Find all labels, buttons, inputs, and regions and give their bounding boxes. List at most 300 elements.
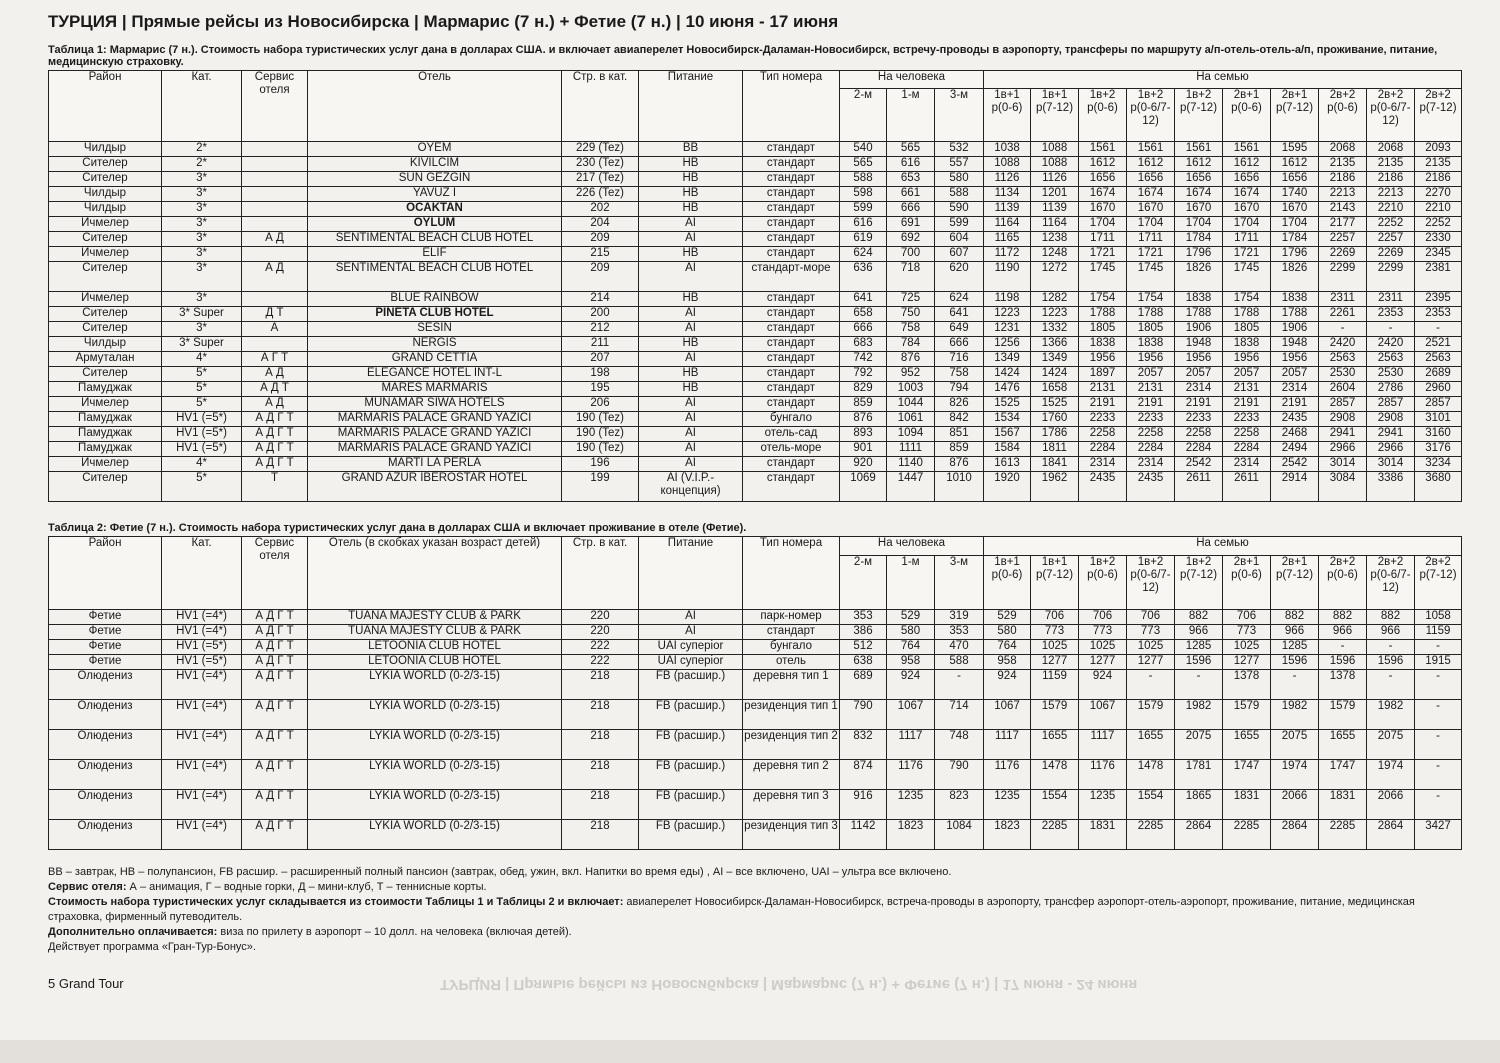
table-cell: 1525 (984, 397, 1031, 412)
table-cell: 706 (1127, 610, 1175, 625)
table-cell: 2143 (1319, 202, 1367, 217)
table-cell: 3* (162, 292, 242, 307)
table-cell: 1277 (1127, 655, 1175, 670)
table-cell: - (1271, 670, 1319, 700)
table-cell: 1826 (1271, 262, 1319, 292)
table-cell: А Г Т (242, 352, 308, 367)
table-cell: Олюдениз (49, 670, 162, 700)
subcol-family: 2в+2 р(0-6/7-12) (1367, 555, 1415, 609)
table-cell: 1126 (1031, 172, 1079, 187)
table-cell: 1198 (984, 292, 1031, 307)
table-cell: 1142 (840, 820, 887, 850)
table-cell: Чилдыр (49, 202, 162, 217)
table-cell: 2285 (1031, 820, 1079, 850)
table-cell: 1956 (1127, 352, 1175, 367)
table-cell: 2285 (1223, 820, 1271, 850)
col-food: Питание (639, 537, 743, 610)
table-cell: 5* (162, 472, 242, 502)
subcol-per-person: 1-м (887, 89, 935, 142)
table-cell: 2314 (1223, 457, 1271, 472)
table-cell: 1424 (984, 367, 1031, 382)
table-cell: А Д Г Т (242, 625, 308, 640)
table-cell: 1711 (1223, 232, 1271, 247)
subcol-family: 2в+2 р(7-12) (1415, 89, 1462, 142)
table-cell: - (1319, 640, 1367, 655)
table-cell: 920 (840, 457, 887, 472)
table-cell: 3* Super (162, 307, 242, 322)
table-cell (242, 337, 308, 352)
table-cell: 2941 (1367, 427, 1415, 442)
table-cell: стандарт (743, 322, 840, 337)
table-cell: 1841 (1031, 457, 1079, 472)
subcol-family: 1в+2 р(0-6/7-12) (1127, 89, 1175, 142)
table-cell: 1831 (1319, 790, 1367, 820)
table-cell: 1838 (1127, 337, 1175, 352)
table-cell: 3* (162, 217, 242, 232)
table-cell: 714 (935, 700, 984, 730)
table-cell: 893 (840, 427, 887, 442)
table-cell: 1704 (1079, 217, 1127, 232)
table-cell: стандарт (743, 352, 840, 367)
bleed-through-text: ТУРЦИЯ | Прямые рейсы из Новосибирска | Мармарис (7 н.) + Фетие (7 н.) | 17 июня - 24 июня (440, 976, 1138, 993)
table-cell: 1658 (1031, 382, 1079, 397)
table-cell: MUNAMAR SIWA HOTELS (308, 397, 562, 412)
table-cell: 1670 (1271, 202, 1319, 217)
table-cell: 2191 (1079, 397, 1127, 412)
table-cell: 1788 (1175, 307, 1223, 322)
table-row (49, 730, 1462, 760)
table-cell: 742 (840, 352, 887, 367)
table-cell: 3* (162, 187, 242, 202)
table-cell: 3014 (1367, 457, 1415, 472)
subcol-family: 2в+2 р(0-6) (1319, 89, 1367, 142)
table-cell: 952 (887, 367, 935, 382)
table-cell: Ичмелер (49, 397, 162, 412)
table-cell: 2257 (1367, 232, 1415, 247)
table-cell: 5* (162, 397, 242, 412)
table-cell: 2314 (1175, 382, 1223, 397)
table-cell: Сителер (49, 232, 162, 247)
table-cell: 2420 (1367, 337, 1415, 352)
table-cell: 706 (1079, 610, 1127, 625)
table-cell: 1826 (1175, 262, 1223, 292)
table-cell: 619 (840, 232, 887, 247)
table-row (49, 217, 1462, 232)
table-cell: 2057 (1175, 367, 1223, 382)
table-cell: - (1415, 670, 1462, 700)
table-cell: А Д Г Т (242, 412, 308, 427)
table-cell: 692 (887, 232, 935, 247)
table-cell: SENTIMENTAL BEACH CLUB HOTEL (308, 262, 562, 292)
subcol-family: 2в+2 р(7-12) (1415, 555, 1462, 609)
table-cell: 2420 (1319, 337, 1367, 352)
table-cell: 641 (935, 307, 984, 322)
table-cell: деревня тип 1 (743, 670, 840, 700)
table-cell: 2213 (1367, 187, 1415, 202)
table-cell: отель-сад (743, 427, 840, 442)
table-cell: 2494 (1271, 442, 1319, 457)
col-kat: Кат. (162, 537, 242, 610)
table-row (49, 337, 1462, 352)
table-cell: 2314 (1079, 457, 1127, 472)
table-cell: 1235 (984, 790, 1031, 820)
table-cell: 3* (162, 247, 242, 262)
table-cell: LYKIA WORLD (0-2/3-15) (308, 790, 562, 820)
table-cell: 691 (887, 217, 935, 232)
table-row (49, 202, 1462, 217)
table-cell: 2258 (1175, 427, 1223, 442)
table-cell: 2191 (1223, 397, 1271, 412)
table-cell: 2611 (1223, 472, 1271, 502)
table-cell: 2941 (1319, 427, 1367, 442)
table-cell: 1670 (1175, 202, 1223, 217)
table-cell: отель-море (743, 442, 840, 457)
table-cell: 2258 (1079, 427, 1127, 442)
table-cell: 1025 (1223, 640, 1271, 655)
table-cell: 882 (1271, 610, 1319, 625)
table-cell: 2270 (1415, 187, 1462, 202)
table-cell: 2057 (1127, 367, 1175, 382)
col-family: На семью (984, 537, 1462, 556)
table-cell: 1554 (1127, 790, 1175, 820)
table-cell: FB (расшир.) (639, 730, 743, 760)
table-cell: 565 (887, 142, 935, 157)
table-row (49, 307, 1462, 322)
table-cell: 218 (562, 820, 639, 850)
table-cell: 1897 (1079, 367, 1127, 382)
table-cell: HB (639, 247, 743, 262)
table-cell: LYKIA WORLD (0-2/3-15) (308, 760, 562, 790)
table-cell: 1805 (1223, 322, 1271, 337)
table-cell: Ичмелер (49, 292, 162, 307)
table-cell: Сителер (49, 157, 162, 172)
table-cell: 2233 (1127, 412, 1175, 427)
table-cell: LETOONIA CLUB HOTEL (308, 655, 562, 670)
table-cell: 190 (Tez) (562, 442, 639, 457)
table-cell: Сителер (49, 262, 162, 292)
table-cell: - (1367, 322, 1415, 337)
table-cell: 2857 (1367, 397, 1415, 412)
table-cell: стандарт (743, 397, 840, 412)
table-cell: 229 (Tez) (562, 142, 639, 157)
table-cell: 1948 (1175, 337, 1223, 352)
table-cell: 851 (935, 427, 984, 442)
table-cell: 580 (887, 625, 935, 640)
subcol-family: 1в+1 р(0-6) (984, 89, 1031, 142)
table-cell: Сителер (49, 472, 162, 502)
table-cell: 1704 (1223, 217, 1271, 232)
table-cell: 3386 (1367, 472, 1415, 502)
table-cell: Фетие (49, 625, 162, 640)
table-cell: 1760 (1031, 412, 1079, 427)
table-cell: 1745 (1223, 262, 1271, 292)
table-cell: 3427 (1415, 820, 1462, 850)
table-cell: TUANA MAJESTY CLUB & PARK (308, 610, 562, 625)
table-cell: резиденция тип 3 (743, 820, 840, 850)
table-cell: 1111 (887, 442, 935, 457)
table-cell: 3176 (1415, 442, 1462, 457)
table-cell: AI (V.I.P.-концепция) (639, 472, 743, 502)
table-cell: 2542 (1271, 457, 1319, 472)
table-cell: А Д Г Т (242, 790, 308, 820)
table-cell: 218 (562, 670, 639, 700)
table-cell: 716 (935, 352, 984, 367)
table-cell: 1366 (1031, 337, 1079, 352)
table-cell: А Д (242, 232, 308, 247)
table-cell: 1838 (1079, 337, 1127, 352)
table-cell: 958 (984, 655, 1031, 670)
table-cell: 826 (935, 397, 984, 412)
table-cell: 2210 (1415, 202, 1462, 217)
table-cell: 1164 (1031, 217, 1079, 232)
table-cell: 1223 (1031, 307, 1079, 322)
subcol-family: 1в+2 р(0-6) (1079, 555, 1127, 609)
table-cell: 2210 (1367, 202, 1415, 217)
table-cell: 1721 (1127, 247, 1175, 262)
table-cell: Памуджак (49, 412, 162, 427)
table-cell: стандарт (743, 457, 840, 472)
table-cell: 2864 (1271, 820, 1319, 850)
table-row (49, 232, 1462, 247)
table-cell: 1674 (1127, 187, 1175, 202)
table-cell: Сителер (49, 172, 162, 187)
table-cell: 588 (935, 655, 984, 670)
table-cell: SUN GEZGIN (308, 172, 562, 187)
table-cell: 1525 (1031, 397, 1079, 412)
table-cell: 1223 (984, 307, 1031, 322)
col-food: Питание (639, 71, 743, 142)
table-cell: 1554 (1031, 790, 1079, 820)
table-cell: 598 (840, 187, 887, 202)
table-cell: 1670 (1127, 202, 1175, 217)
col-per-person: На человека (840, 537, 984, 556)
table-cell: 1176 (1079, 760, 1127, 790)
table-cell: 2213 (1319, 187, 1367, 202)
table-cell: AI (639, 307, 743, 322)
table-cell: 2075 (1367, 730, 1415, 760)
table-cell: 2689 (1415, 367, 1462, 382)
subcol-per-person: 3-м (935, 555, 984, 609)
table-cell: 1711 (1079, 232, 1127, 247)
subcol-family: 1в+2 р(0-6/7-12) (1127, 555, 1175, 609)
table-cell: 1612 (1175, 157, 1223, 172)
table-cell: 580 (984, 625, 1031, 640)
subcol-family: 1в+1 р(7-12) (1031, 89, 1079, 142)
table-cell: 1656 (1271, 172, 1319, 187)
table-cell: 924 (1079, 670, 1127, 700)
table-cell: А Д Г Т (242, 730, 308, 760)
table-cell: 1201 (1031, 187, 1079, 202)
table-cell: 1579 (1223, 700, 1271, 730)
table-cell: 773 (1079, 625, 1127, 640)
table-cell: 1476 (984, 382, 1031, 397)
table-cell: AI (639, 262, 743, 292)
table-cell: 1656 (1079, 172, 1127, 187)
table-cell: HV1 (=5*) (162, 427, 242, 442)
table-cell: ELIF (308, 247, 562, 262)
table-cell: OYEM (308, 142, 562, 157)
table-cell: 2135 (1367, 157, 1415, 172)
table-cell: 859 (840, 397, 887, 412)
table-cell: А Д (242, 397, 308, 412)
table-cell: ELEGANCE HOTEL INT-L (308, 367, 562, 382)
table-cell: 3* (162, 202, 242, 217)
table-cell: 773 (1223, 625, 1271, 640)
table-row (49, 322, 1462, 337)
table-cell: 470 (935, 640, 984, 655)
table-cell: 661 (887, 187, 935, 202)
table-cell: 1069 (840, 472, 887, 502)
subcol-per-person: 3-м (935, 89, 984, 142)
table-cell: 2233 (1223, 412, 1271, 427)
table-cell: 748 (935, 730, 984, 760)
table-cell: 2269 (1319, 247, 1367, 262)
table-cell: 2311 (1367, 292, 1415, 307)
table-cell: 1612 (1079, 157, 1127, 172)
table-cell: 199 (562, 472, 639, 502)
table-cell: 1579 (1319, 700, 1367, 730)
table-row (49, 760, 1462, 790)
table-cell: 1159 (1415, 625, 1462, 640)
table-cell: Т (242, 472, 308, 502)
table-cell: AI (639, 232, 743, 247)
table-cell: 1584 (984, 442, 1031, 457)
col-per-person: На человека (840, 71, 984, 89)
table-cell: MARMARIS PALACE GRAND YAZICI (308, 442, 562, 457)
table-cell: HB (639, 337, 743, 352)
table-cell: 1956 (1271, 352, 1319, 367)
table-cell: 823 (935, 790, 984, 820)
table-cell: 2966 (1319, 442, 1367, 457)
col-rayon: Район (49, 537, 162, 610)
table-cell: 2135 (1415, 157, 1462, 172)
table-cell: 1139 (984, 202, 1031, 217)
table-cell: 1612 (1127, 157, 1175, 172)
table-cell: 599 (935, 217, 984, 232)
table-cell: 319 (935, 610, 984, 625)
table-cell: 829 (840, 382, 887, 397)
subcol-family: 1в+1 р(7-12) (1031, 555, 1079, 609)
table-cell: 1596 (1175, 655, 1223, 670)
table-cell: 718 (887, 262, 935, 292)
table-cell: 1721 (1079, 247, 1127, 262)
table-cell: 2604 (1319, 382, 1367, 397)
table-cell: 658 (840, 307, 887, 322)
table-cell: 1596 (1319, 655, 1367, 670)
table-cell: 1088 (984, 157, 1031, 172)
table-cell: 1596 (1367, 655, 1415, 670)
table-cell: Сителер (49, 322, 162, 337)
table-cell: 1704 (1127, 217, 1175, 232)
table-cell: Сителер (49, 307, 162, 322)
table-cell: 1831 (1079, 820, 1127, 850)
table-cell (242, 202, 308, 217)
table-cell: - (1415, 730, 1462, 760)
table-cell: FB (расшир.) (639, 820, 743, 850)
table-cell: 2284 (1223, 442, 1271, 457)
table-cell: Олюдениз (49, 700, 162, 730)
table-cell: KIVILCIM (308, 157, 562, 172)
table-cell: стандарт (743, 202, 840, 217)
table-cell: А Д Г Т (242, 427, 308, 442)
table-cell: AI (639, 610, 743, 625)
table-cell: 3* (162, 232, 242, 247)
table-cell: 218 (562, 790, 639, 820)
table-cell: Ичмелер (49, 217, 162, 232)
table-cell: AI (639, 412, 743, 427)
table-cell: 1982 (1175, 700, 1223, 730)
table-row (49, 655, 1462, 670)
table-cell: 1238 (1031, 232, 1079, 247)
table-cell: стандарт-море (743, 262, 840, 292)
table-cell: HV1 (=4*) (162, 670, 242, 700)
table-row (49, 640, 1462, 655)
table-cell: 230 (Tez) (562, 157, 639, 172)
table-cell: HV1 (=5*) (162, 640, 242, 655)
col-rayon: Район (49, 71, 162, 142)
table-cell: 1747 (1319, 760, 1367, 790)
subcol-family: 1в+2 р(7-12) (1175, 555, 1223, 609)
table-cell: стандарт (743, 625, 840, 640)
table-cell: 2057 (1271, 367, 1319, 382)
table-cell: 1117 (887, 730, 935, 760)
table-cell: AI (639, 457, 743, 472)
table-cell: 386 (840, 625, 887, 640)
table-cell: NERGIS (308, 337, 562, 352)
table-cell: LYKIA WORLD (0-2/3-15) (308, 700, 562, 730)
table-cell: Чилдыр (49, 187, 162, 202)
table-cell: 2857 (1415, 397, 1462, 412)
table-cell: 1612 (1223, 157, 1271, 172)
table-cell: 2381 (1415, 262, 1462, 292)
table-cell: 1612 (1271, 157, 1319, 172)
table-cell: 1805 (1127, 322, 1175, 337)
table-cell: LYKIA WORLD (0-2/3-15) (308, 820, 562, 850)
table-cell: 2284 (1127, 442, 1175, 457)
table-cell: 220 (562, 610, 639, 625)
table-cell (242, 142, 308, 157)
subcol-family: 2в+2 р(0-6/7-12) (1367, 89, 1415, 142)
table-cell: 209 (562, 232, 639, 247)
table-cell: 2258 (1223, 427, 1271, 442)
table-cell: Памуджак (49, 382, 162, 397)
table-cell: 1424 (1031, 367, 1079, 382)
table-cell: 1126 (984, 172, 1031, 187)
table-cell: 1235 (1079, 790, 1127, 820)
table-cell: 1176 (984, 760, 1031, 790)
table-cell: 2966 (1367, 442, 1415, 457)
table-cell: А Д (242, 262, 308, 292)
table-cell: 1561 (1127, 142, 1175, 157)
table-cell: 3680 (1415, 472, 1462, 502)
table-cell: 529 (887, 610, 935, 625)
table-cell: 1670 (1223, 202, 1271, 217)
table-cell: 758 (935, 367, 984, 382)
table-cell: 1805 (1079, 322, 1127, 337)
table-cell: 1285 (1175, 640, 1223, 655)
table-cell: 2353 (1415, 307, 1462, 322)
table-cell: А Д Г Т (242, 820, 308, 850)
table-cell: FB (расшир.) (639, 790, 743, 820)
table-cell: Д Т (242, 307, 308, 322)
table-cell: 966 (1319, 625, 1367, 640)
table-cell: 217 (Tez) (562, 172, 639, 187)
table-cell: 565 (840, 157, 887, 172)
table-cell: 5* (162, 367, 242, 382)
table-cell: 1982 (1271, 700, 1319, 730)
table-cell: 1139 (1031, 202, 1079, 217)
table-cell: 1974 (1367, 760, 1415, 790)
